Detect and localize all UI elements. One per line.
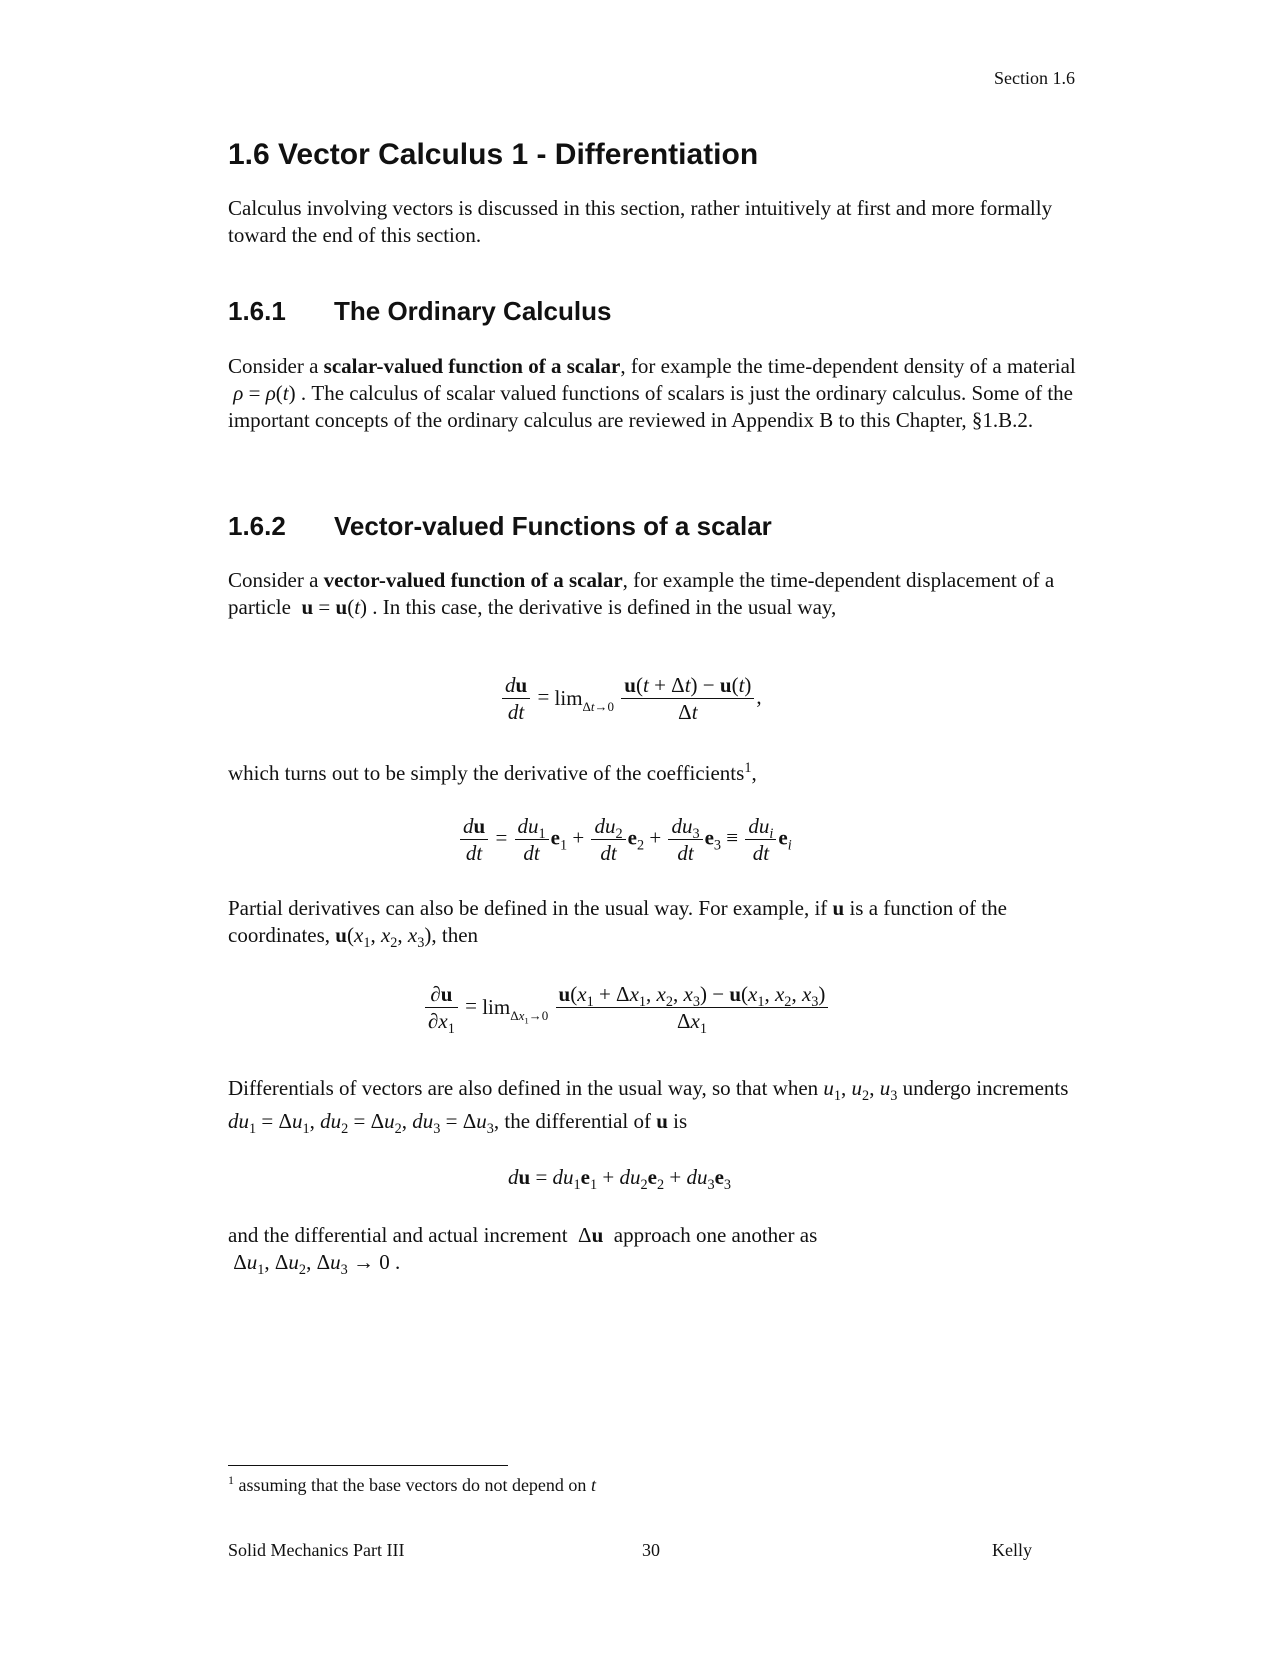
para-text: which turns out to be simply the derivative of the coefficients	[228, 761, 745, 785]
running-header: Section 1.6	[994, 68, 1075, 88]
subsection-number: 1.6.1	[228, 296, 286, 326]
footnote-text: assuming that the base vectors do not depend on	[238, 1475, 591, 1495]
subsection-title: Vector-valued Functions of a scalar	[334, 511, 772, 541]
math-inline: u	[832, 896, 845, 920]
para-bold: scalar-valued function of a scalar	[323, 354, 621, 378]
equation-partial-derivative: $\frac{\partial u}{\partial x_1}$ = $\lim_{\Delta x_1\to 0}$ $\frac{u(x_1 + \Delta x_1, x_2, x_3) - u(x_1, x_2, x_3)}{\Delta x_1}$	[423, 981, 830, 1034]
para-text: ,	[751, 761, 757, 785]
intro-paragraph: Calculus involving vectors is discussed in this section, rather intuitively at first and more formally toward the end of this section.	[228, 196, 1053, 247]
math-inline: Δu	[572, 1223, 604, 1247]
subsection-heading-1-6-1	[228, 296, 611, 327]
para-text: Consider a	[228, 568, 324, 592]
para-text: , then	[431, 923, 479, 947]
vector-function-paragraph	[228, 567, 1078, 621]
para-text: is	[667, 1109, 688, 1133]
footer-left: Solid Mechanics Part III	[228, 1540, 405, 1560]
footer-right: Kelly	[992, 1540, 1032, 1560]
equation-derivative-definition: $\frac{du}{dt}$ = $\lim_{\Delta t\to 0}$ $\frac{u(t + \Delta t) - u(t)}{\Delta t}$ ,	[500, 672, 762, 725]
subsection-heading-1-6-2	[228, 511, 772, 542]
para-text: is a function of the coordinates,	[228, 896, 1007, 947]
footnote-ref[interactable]: 1	[744, 760, 752, 776]
para-text: Consider a	[228, 354, 324, 378]
subsection-number: 1.6.2	[228, 511, 286, 541]
math-inline: u	[656, 1109, 668, 1133]
para-text: , for example the time-dependent displacement of a particle	[228, 568, 1055, 619]
para-text: Differentials of vectors are also defined in the usual way, so that when	[228, 1076, 824, 1100]
footnote-var: t	[590, 1475, 596, 1495]
para-text: , the differential of	[493, 1109, 657, 1133]
para-text: , for example the time-dependent density of a material	[620, 354, 1076, 378]
increment-paragraph	[228, 1222, 1078, 1279]
para-text: . In this case, the derivative is defined in the usual way,	[372, 595, 837, 619]
para-text: Partial derivatives can also be defined in the usual way. For example, if	[228, 896, 833, 920]
math-inline: $du_1 = \Delta u_1$, $du_2 = \Delta u_2$, $du_3 = \Delta u_3$	[228, 1109, 494, 1138]
ordinary-calculus-paragraph	[228, 353, 1078, 434]
para-text: undergo increments	[897, 1076, 1069, 1100]
partial-derivative-paragraph	[228, 895, 1078, 952]
footnote	[228, 1475, 596, 1496]
equation-coefficient-derivative: $\frac{du}{dt}$ = $\frac{du_1}{dt}$ $e_1$ + $\frac{du_2}{dt}$ $e_2$ + $\frac{du_3}{dt}$ $e_3$ ≡ $\frac{du_i}{dt}$ $e_i$	[458, 813, 792, 866]
footnote-divider	[228, 1465, 508, 1466]
coefficients-paragraph	[228, 760, 1078, 787]
footnote-mark: 1	[228, 1473, 234, 1487]
para-bold: vector-valued function of a scalar	[323, 568, 623, 592]
differentials-paragraph	[228, 1072, 1078, 1138]
para-text: approach one another as	[608, 1223, 818, 1247]
para-text: . The calculus of scalar valued functions of scalars is just the ordinary calculus. Some of the important concepts of the ordinary calculus are reviewed in Appendix B to this Chapter, §1.B.2.	[228, 381, 1073, 432]
equation-differential: du = $du_1e_1 + du_2e_2 + du_3e_3$	[508, 1165, 732, 1194]
subsection-title: The Ordinary Calculus	[334, 296, 612, 326]
page-number: 30	[642, 1540, 660, 1560]
para-text: and the differential and actual increment	[228, 1223, 573, 1247]
math-inline: $u(x_1$, $x_2$, $x_3$)	[335, 923, 432, 952]
section-title: 1.6 Vector Calculus 1 - Differentiation	[228, 138, 759, 171]
math-inline: $\Delta u_1$, $\Delta u_2$, $\Delta u_3 \to 0$ .	[228, 1250, 401, 1279]
math-inline: u = u(t)	[301, 595, 373, 619]
math-inline: $u_1$, $u_2$, $u_3$	[823, 1076, 898, 1105]
math-inline: ρ = ρ(t)	[233, 381, 301, 405]
